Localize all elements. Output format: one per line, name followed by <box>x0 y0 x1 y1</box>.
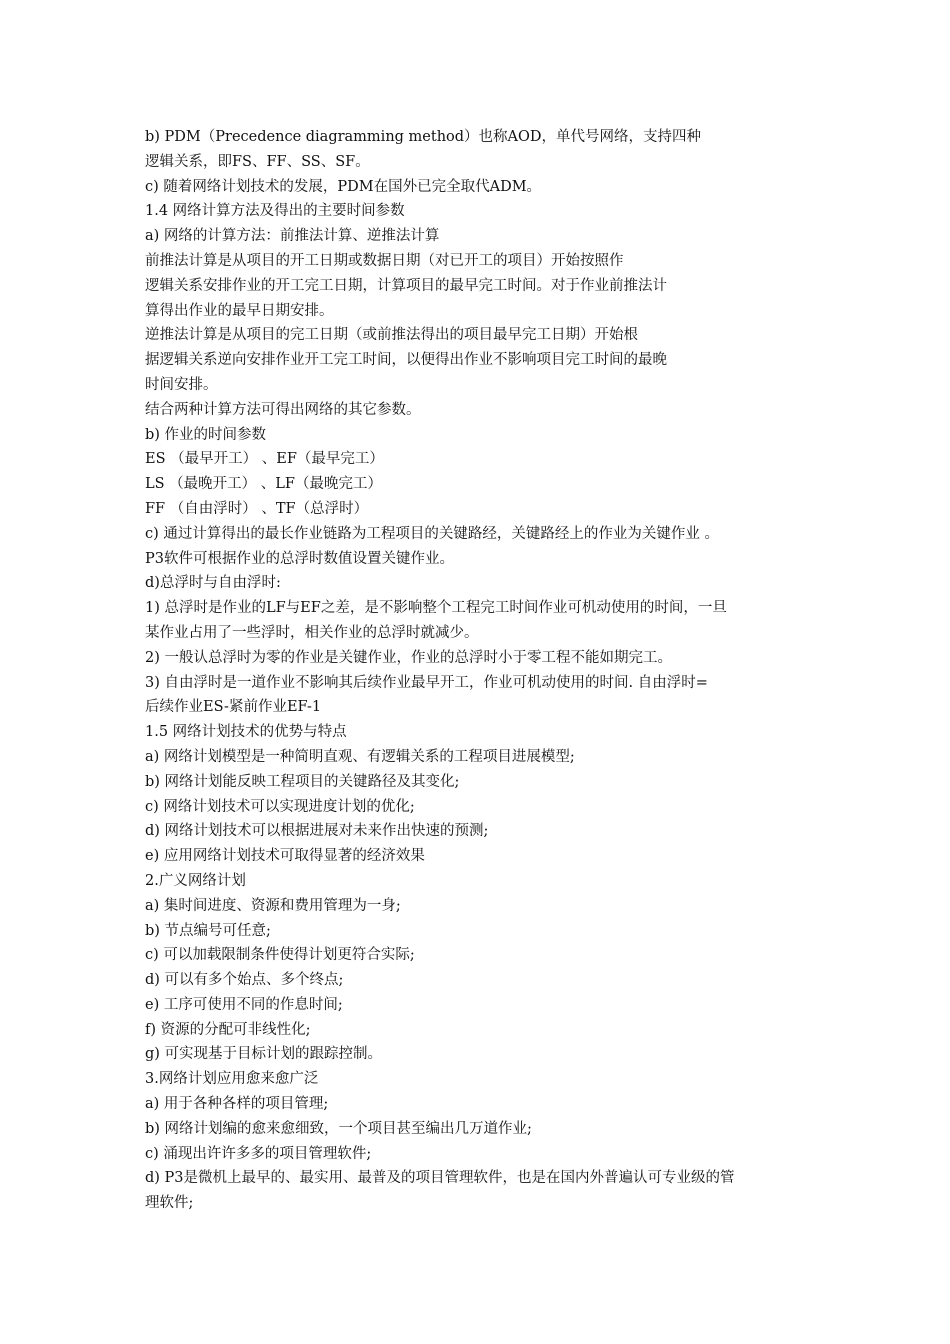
text-line: b) 网络计划编的愈来愈细致，一个项目甚至编出几万道作业; <box>145 1120 532 1137</box>
text-line: 2) 一般认总浮时为零的作业是关键作业，作业的总浮时小于零工程不能如期完工。 <box>145 649 672 666</box>
text-line: a) 用于各种各样的项目管理; <box>145 1096 329 1113</box>
text-line: 时间安排。 <box>145 376 218 393</box>
text-line: 理软件; <box>145 1195 194 1212</box>
text-line: b) 节点编号可任意; <box>145 922 271 939</box>
text-line: FF （自由浮时） 、TF（总浮时） <box>145 500 369 517</box>
text-line: b) PDM（Precedence diagramming method）也称AOD，单代号网络，支持四种 <box>145 129 702 145</box>
text-line: 2.广义网络计划 <box>145 872 246 889</box>
text-line: c) 通过计算得出的最长作业链路为工程项目的关键路经，关键路经上的作业为关键作业 。 <box>145 525 719 542</box>
text-line: 逻辑关系安排作业的开工完工日期，计算项目的最早完工时间。对于作业前推法计 <box>145 277 667 294</box>
text-line: a) 网络的计算方法：前推法计算、逆推法计算 <box>145 228 440 245</box>
text-line: f) 资源的分配可非线性化; <box>145 1021 311 1038</box>
text-line: c) 随着网络计划技术的发展，PDM在国外已完全取代ADM。 <box>145 178 542 195</box>
text-line: P3软件可根据作业的总浮时数值设置关键作业。 <box>145 550 454 567</box>
text-line: 1.4 网络计算方法及得出的主要时间参数 <box>145 203 405 220</box>
text-line: d) P3是微机上最早的、最实用、最普及的项目管理软件，也是在国内外普遍认可专业级的管 <box>145 1170 735 1187</box>
text-line: e) 工序可使用不同的作息时间; <box>145 996 343 1013</box>
text-line: c) 可以加载限制条件使得计划更符合实际; <box>145 947 415 964</box>
text-line: 某作业占用了一些浮时，相关作业的总浮时就减少。 <box>145 624 479 641</box>
text-line: b) 网络计划能反映工程项目的关键路径及其变化; <box>145 773 460 790</box>
text-line: 3) 自由浮时是一道作业不影响其后续作业最早开工，作业可机动使用的时间. 自由浮时= <box>145 674 708 691</box>
text-line: 前推法计算是从项目的开工日期或数据日期（对已开工的项目）开始按照作 <box>145 252 624 269</box>
text-line: 结合两种计算方法可得出网络的其它参数。 <box>145 401 421 418</box>
text-line: LS （最晚开工） 、LF（最晚完工） <box>145 476 382 493</box>
text-line: 1) 总浮时是作业的LF与EF之差，是不影响整个工程完工时间作业可机动使用的时间，一旦 <box>145 600 727 617</box>
text-line: c) 涌现出许许多多的项目管理软件; <box>145 1145 372 1162</box>
text-line: 后续作业ES-紧前作业EF-1 <box>145 699 322 716</box>
text-line: c) 网络计划技术可以实现进度计划的优化; <box>145 798 415 815</box>
text-line: g) 可实现基于目标计划的跟踪控制。 <box>145 1046 383 1063</box>
text-line: 1.5 网络计划技术的优势与特点 <box>145 724 347 741</box>
text-line: a) 网络计划模型是一种简明直观、有逻辑关系的工程项目进展模型; <box>145 748 575 765</box>
text-line: d)总浮时与自由浮时: <box>145 575 281 592</box>
text-line: 3.网络计划应用愈来愈广泛 <box>145 1071 319 1088</box>
text-line: 据逻辑关系逆向安排作业开工完工时间，以便得出作业不影响项目完工时间的最晚 <box>145 352 667 369</box>
text-line: d) 网络计划技术可以根据进展对未来作出快速的预测; <box>145 823 489 840</box>
text-line: ES （最早开工） 、EF（最早完工） <box>145 451 384 468</box>
text-line: 算得出作业的最早日期安排。 <box>145 302 334 319</box>
document-body <box>145 125 825 1216</box>
text-line: 逻辑关系，即FS、FF、SS、SF。 <box>145 153 370 170</box>
text-line: b) 作业的时间参数 <box>145 426 267 443</box>
text-line: a) 集时间进度、资源和费用管理为一身; <box>145 897 401 914</box>
text-line: d) 可以有多个始点、多个终点; <box>145 972 344 989</box>
text-line: e) 应用网络计划技术可取得显著的经济效果 <box>145 848 425 865</box>
text-line: 逆推法计算是从项目的完工日期（或前推法得出的项目最早完工日期）开始根 <box>145 327 638 344</box>
